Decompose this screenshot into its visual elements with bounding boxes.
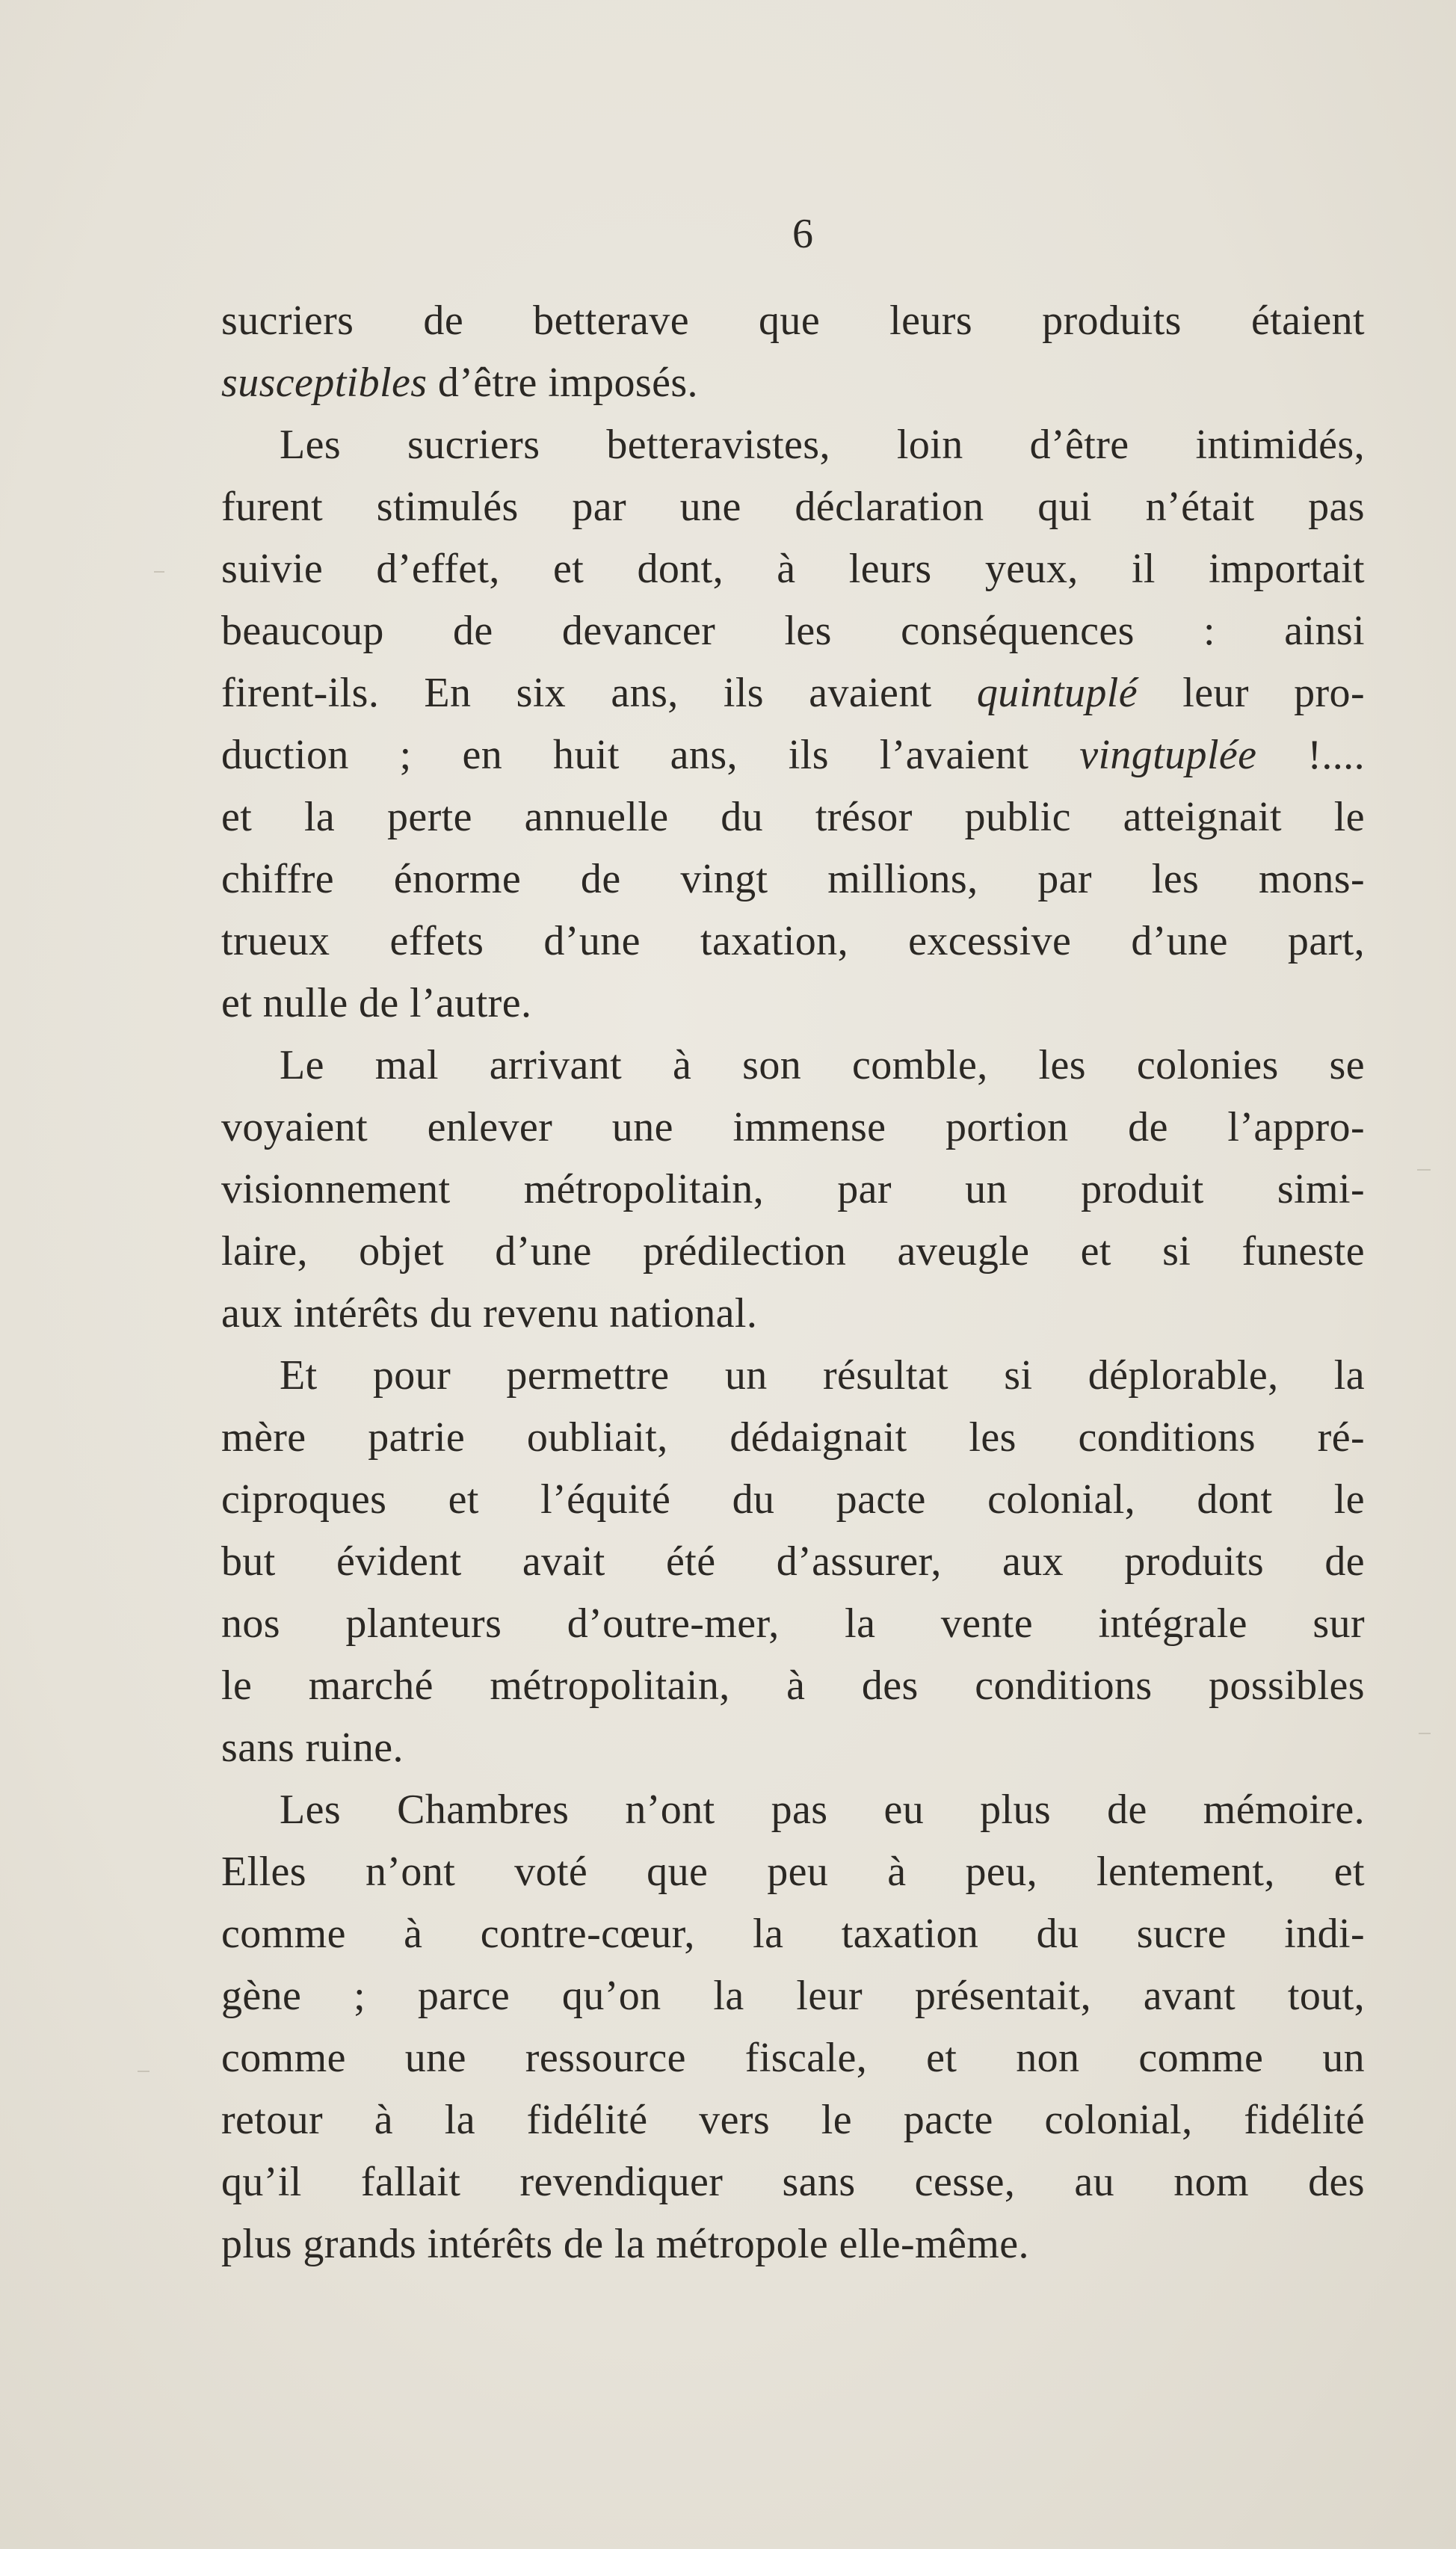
text-line [221,1531,1365,1593]
text-segment: leur pro- [1138,670,1366,716]
italic-text: vingtuplée [1079,732,1257,778]
text-line [221,1717,1365,1779]
text-segment: sucriers de betterave que leurs produits étaient [221,298,1365,344]
text-segment: visionnement métropolitain, par un produit simi- [221,1166,1365,1212]
margin-mark [1417,1169,1431,1171]
text-line [221,1159,1365,1221]
text-segment: gène ; parce qu’on la leur présentait, avant tout, [221,1973,1365,2019]
text-line [221,1221,1365,1283]
text-line [221,1035,1365,1097]
text-segment: trueux effets d’une taxation, excessive d’une part, [221,918,1365,964]
text-line [221,600,1365,662]
text-line [221,538,1365,600]
text-segment: nos planteurs d’outre-mer, la vente intégrale sur [221,1600,1365,1647]
text-segment: et nulle de l’autre. [221,980,532,1026]
text-line [221,910,1365,973]
text-segment: Elles n’ont voté que peu à peu, lentement, et [221,1849,1365,1895]
page-number: 6 [792,211,813,257]
text-segment: le marché métropolitain, à des conditions possibles [221,1662,1365,1709]
text-line [221,1841,1365,1903]
margin-mark [154,571,164,573]
text-segment: comme une ressource fiscale, et non comme un [221,2035,1365,2081]
body-text [221,290,1365,2275]
text-line [221,1097,1365,1159]
italic-text: susceptibles [221,360,428,406]
text-line [221,290,1365,352]
text-segment: furent stimulés par une déclaration qui n’était pas [221,484,1365,530]
text-segment: voyaient enlever une immense portion de l’appro- [221,1104,1365,1150]
text-segment: et la perte annuelle du trésor public atteignait le [221,794,1365,840]
text-segment: suivie d’effet, et dont, à leurs yeux, il importait [221,546,1365,592]
text-line [221,2089,1365,2151]
text-segment: laire, objet d’une prédilection aveugle et si funeste [221,1228,1365,1274]
text-line [221,1779,1365,1841]
text-line [221,352,1365,414]
margin-mark [138,2071,149,2072]
text-segment: chiffre énorme de vingt millions, par les mons- [221,856,1365,902]
text-segment: retour à la fidélité vers le pacte colonial, fidélité [221,2097,1365,2143]
text-line [221,476,1365,538]
text-line [221,786,1365,848]
text-segment: mère patrie oubliait, dédaignait les conditions ré- [221,1414,1365,1461]
text-line [221,1903,1365,1965]
text-segment: d’être imposés. [427,360,698,406]
text-segment: but évident avait été d’assurer, aux produits de [221,1538,1365,1585]
text-line [221,2213,1365,2275]
text-line [221,1965,1365,2027]
text-segment: Les sucriers betteravistes, loin d’être intimidés, [280,422,1365,468]
text-line [221,1345,1365,1407]
text-segment: plus grands intérêts de la métropole elle-même. [221,2221,1029,2267]
text-segment: ciproques et l’équité du pacte colonial, dont le [221,1476,1365,1523]
text-line [221,1407,1365,1469]
text-line [221,724,1365,786]
text-segment: Les Chambres n’ont pas eu plus de mémoire. [280,1787,1365,1833]
text-segment: Le mal arrivant à son comble, les colonies se [280,1042,1365,1088]
text-segment: !.... [1256,732,1365,778]
text-segment: beaucoup de devancer les conséquences : ainsi [221,608,1365,654]
text-line [221,973,1365,1035]
text-segment: Et pour permettre un résultat si déplorable, la [280,1352,1365,1399]
text-line [221,2027,1365,2089]
text-line [221,1655,1365,1717]
text-line [221,414,1365,476]
text-line [221,2151,1365,2213]
text-line [221,1283,1365,1345]
text-line [221,1593,1365,1655]
text-segment: comme à contre-cœur, la taxation du sucre indi- [221,1911,1365,1957]
text-line [221,662,1365,724]
text-line [221,1469,1365,1531]
text-segment: firent-ils. En six ans, ils avaient [221,670,977,716]
italic-text: quintuplé [976,670,1138,716]
text-line [221,848,1365,910]
margin-mark [1419,1733,1431,1734]
text-segment: duction ; en huit ans, ils l’avaient [221,732,1080,778]
text-segment: aux intérêts du revenu national. [221,1290,758,1337]
text-segment: sans ruine. [221,1724,404,1771]
text-segment: qu’il fallait revendiquer sans cesse, au nom des [221,2159,1365,2205]
